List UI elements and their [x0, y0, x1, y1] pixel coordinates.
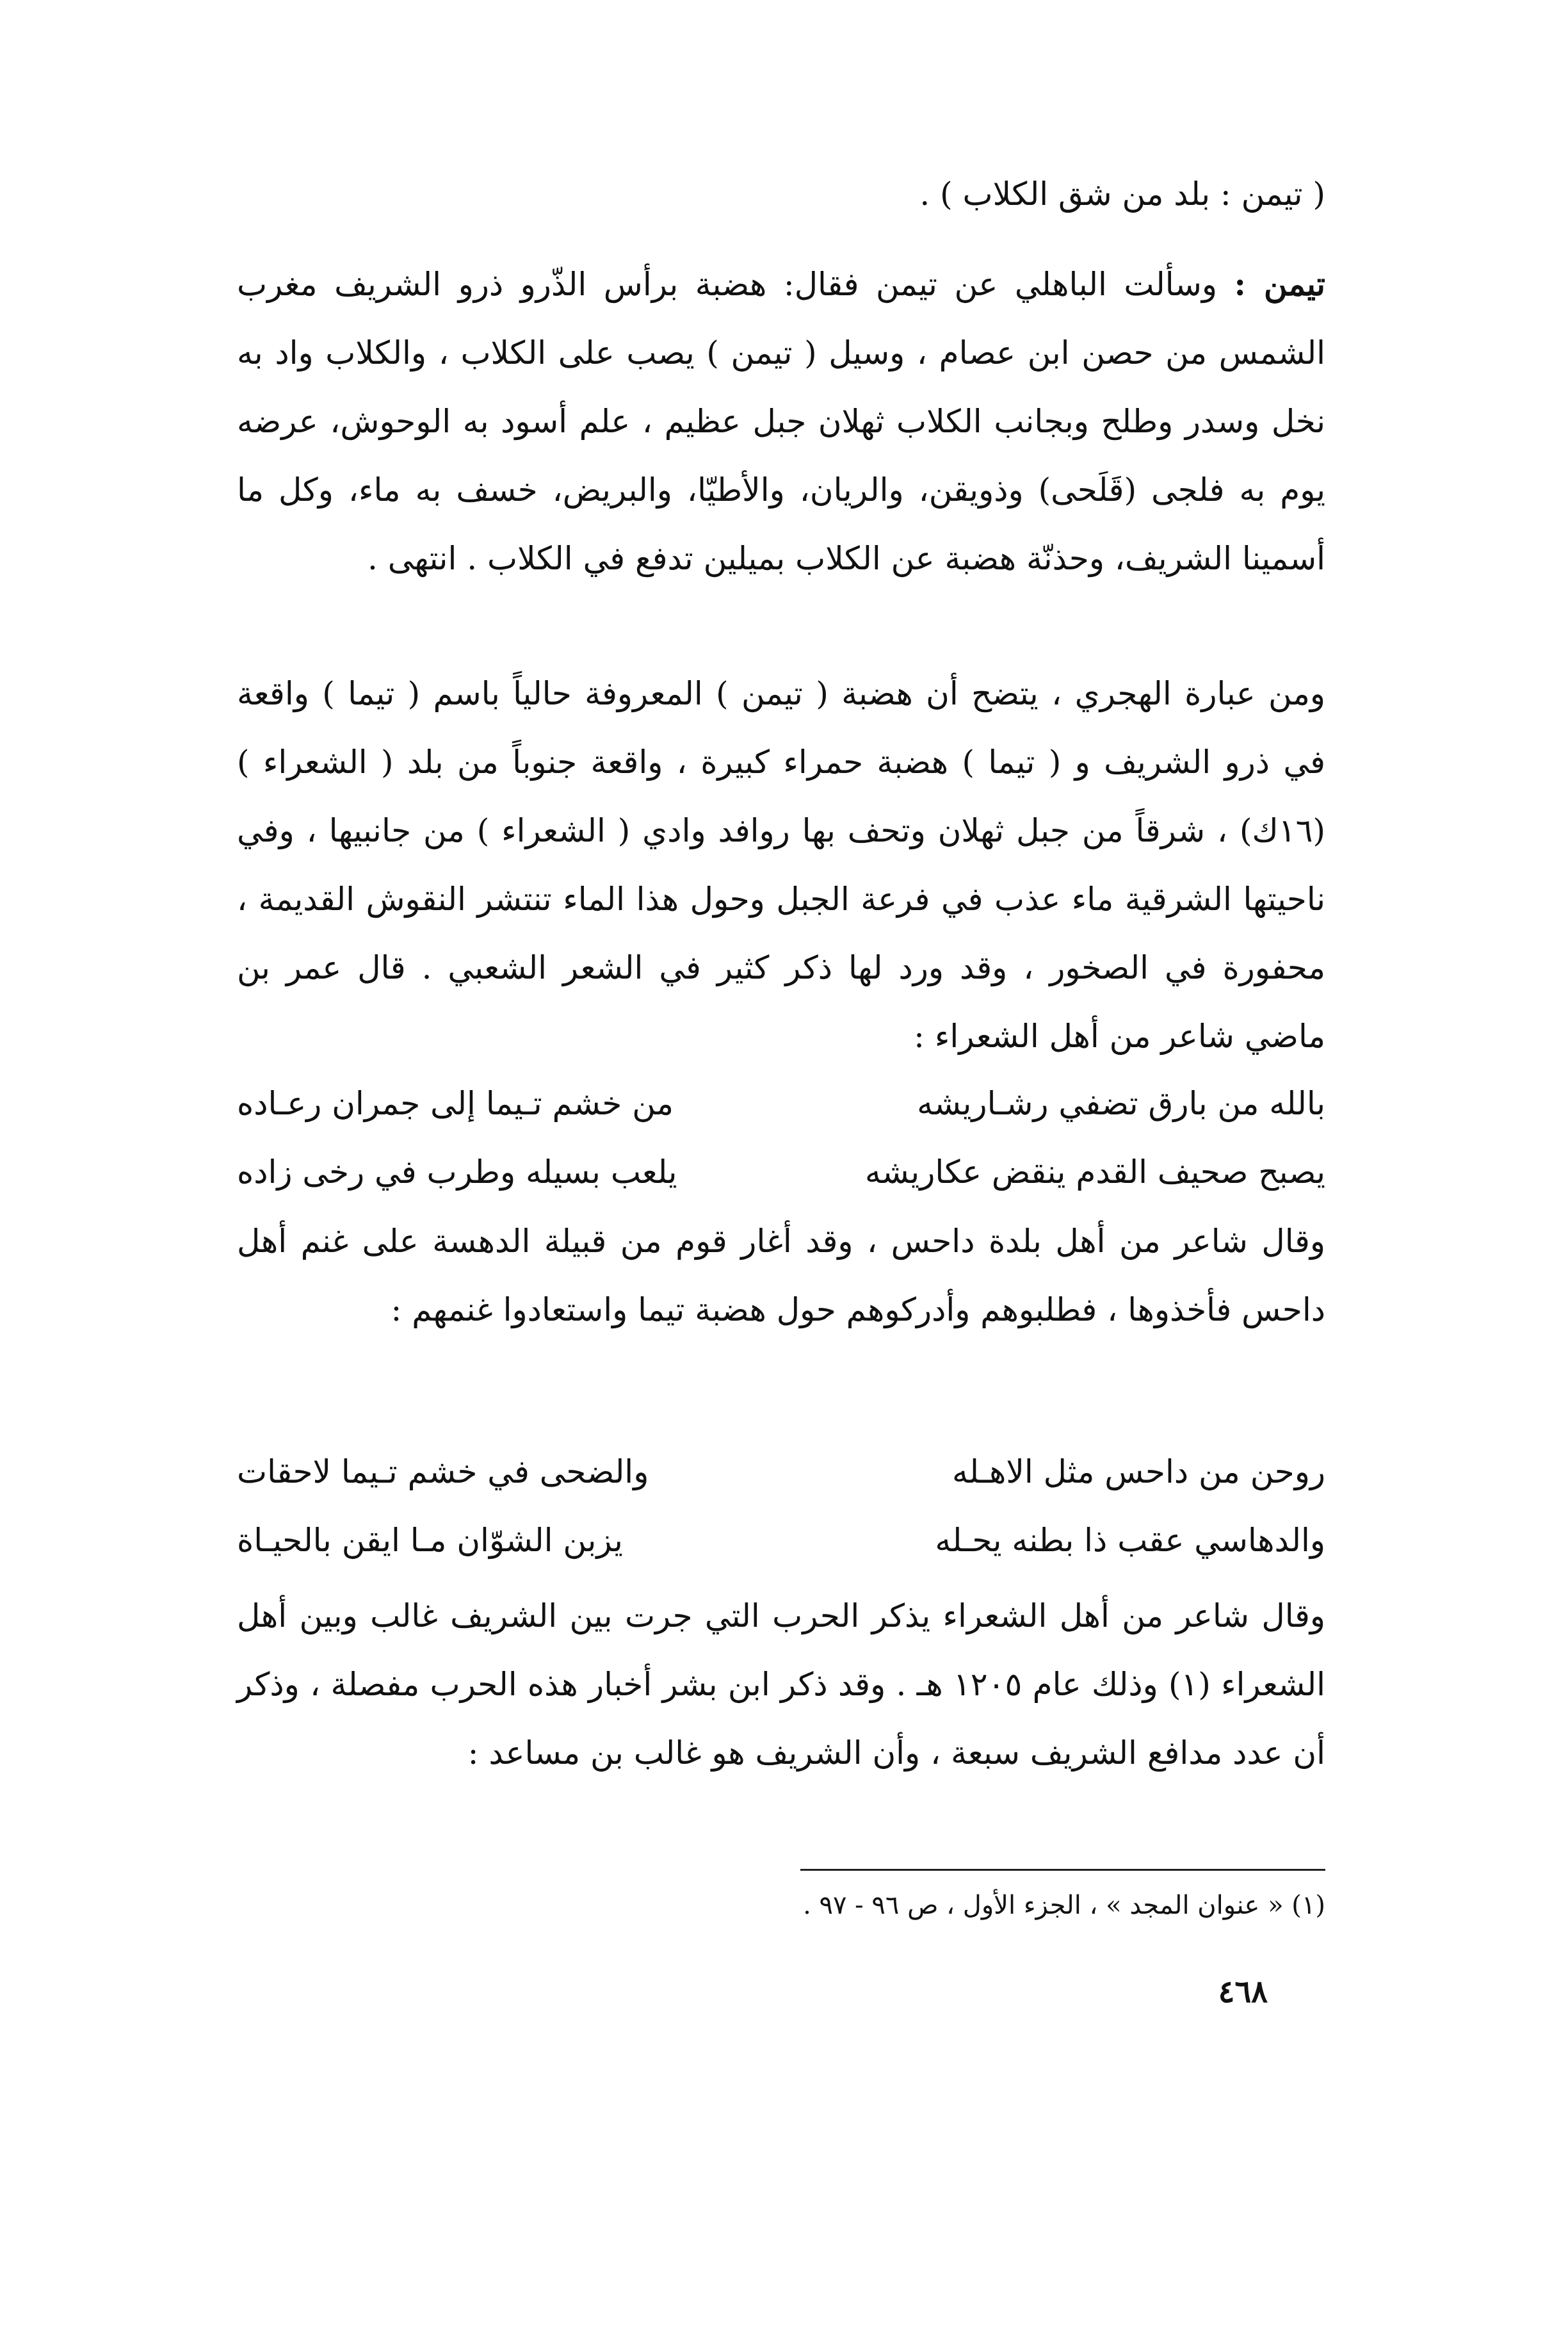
page-number: ٤٦٨: [1218, 1974, 1268, 2010]
footnote: (١) « عنوان المجد » ، الجزء الأول ، ص ٩٦ - ٩٧ .: [803, 1891, 1325, 1920]
poem2-verse-1-first-hemistich: روحن من داحس مثل الاهـله: [951, 1453, 1325, 1490]
poem2-verse-1-second-hemistich: والضحى في خشم تـيما لاحقات: [237, 1453, 649, 1490]
poem2-verse-1: [237, 1438, 1325, 1506]
poem1-verse-2-second-hemistich: يلعب بسيله وطرب في رخى زاده: [237, 1153, 677, 1191]
poem2-verse-2-first-hemistich: والدهاسي عقب ذا بطنه يحـله: [935, 1522, 1325, 1559]
poem2-verse-2: [237, 1506, 1325, 1575]
paragraph-hajari-explanation: ومن عبارة الهجري ، يتضح أن هضبة ( تيمن ) المعروفة حالياً باسم ( تيما ) واقعة في ذرو الشريف و ( تيما ) هضبة حمراء كبيرة ، واقعة جنوباً من بلد ( الشعراء ) (١٦ك) ، شرقاً من جبل ثهلان وتحف بها روافد وادي ( الشعراء ) من جانبيها ، وفي ناحيتها الشرقية ماء عذب في فرعة الجبل وحول هذا الماء تنتشر النقوش القديمة ، محفورة في الصخور ، وقد ورد لها ذكر كثير في الشعر الشعبي . قال عمر بن ماضي شاعر من أهل الشعراء :: [237, 675, 1325, 1055]
poem1-verse-1: [237, 1070, 1325, 1138]
paragraph-body: وسألت الباهلي عن تيمن فقال: هضبة برأس الذّرو ذرو الشريف مغرب الشمس من حصن ابن عصام ، وسيل ( تيمن ) يصب على الكلاب ، والكلاب واد به نخل وسدر وطلح وبجانب الكلاب ثهلان جبل عظيم ، علم أسود به الوحوش، عرضه يوم به فلجى (قَلَحى) وذويقن، والريان، والأطيّا، والبريض، خسف به ماء، وكل ما أسمينا الشريف، وحذنّة هضبة عن الكلاب بميلين تدفع في الكلاب . انتهى .: [237, 266, 1325, 577]
paragraph-lead-word: تيمن :: [1234, 265, 1325, 303]
paragraph-dahis-raid: وقال شاعر من أهل بلدة داحس ، وقد أغار قوم من قبيلة الدهسة على غنم أهل داحس فأخذوها ، فطلبوهم وأدركوهم حول هضبة تيما واستعادوا غنمهم :: [237, 1223, 1325, 1328]
intro-line: ( تيمن : بلد من شق الكلاب ) .: [919, 175, 1325, 213]
poem1-verse-2-first-hemistich: يصبح صحيف القدم ينقض عكاريشه: [864, 1153, 1325, 1191]
footnote-divider: [800, 1869, 1325, 1871]
paragraph-sharif-war: وقال شاعر من أهل الشعراء يذكر الحرب التي جرت بين الشريف غالب وبين أهل الشعراء (١) وذلك عام ١٢٠٥ هـ . وقد ذكر ابن بشر أخبار هذه الحرب مفصلة ، وذكر أن عدد مدافع الشريف سبعة ، وأن الشريف هو غالب بن مساعد :: [237, 1597, 1325, 1772]
poem1-verse-2: [237, 1138, 1325, 1207]
paragraph-tayman-definition: [237, 250, 1325, 593]
poem1-verse-1-second-hemistich: من خشم تـيما إلى جمران رعـاده: [237, 1085, 674, 1122]
poem1-verse-1-first-hemistich: بالله من بارق تضفي رشـاريشه: [917, 1085, 1325, 1122]
poem2-verse-2-second-hemistich: يزبن الشوّان مـا ايقن بالحيـاة: [237, 1522, 623, 1559]
